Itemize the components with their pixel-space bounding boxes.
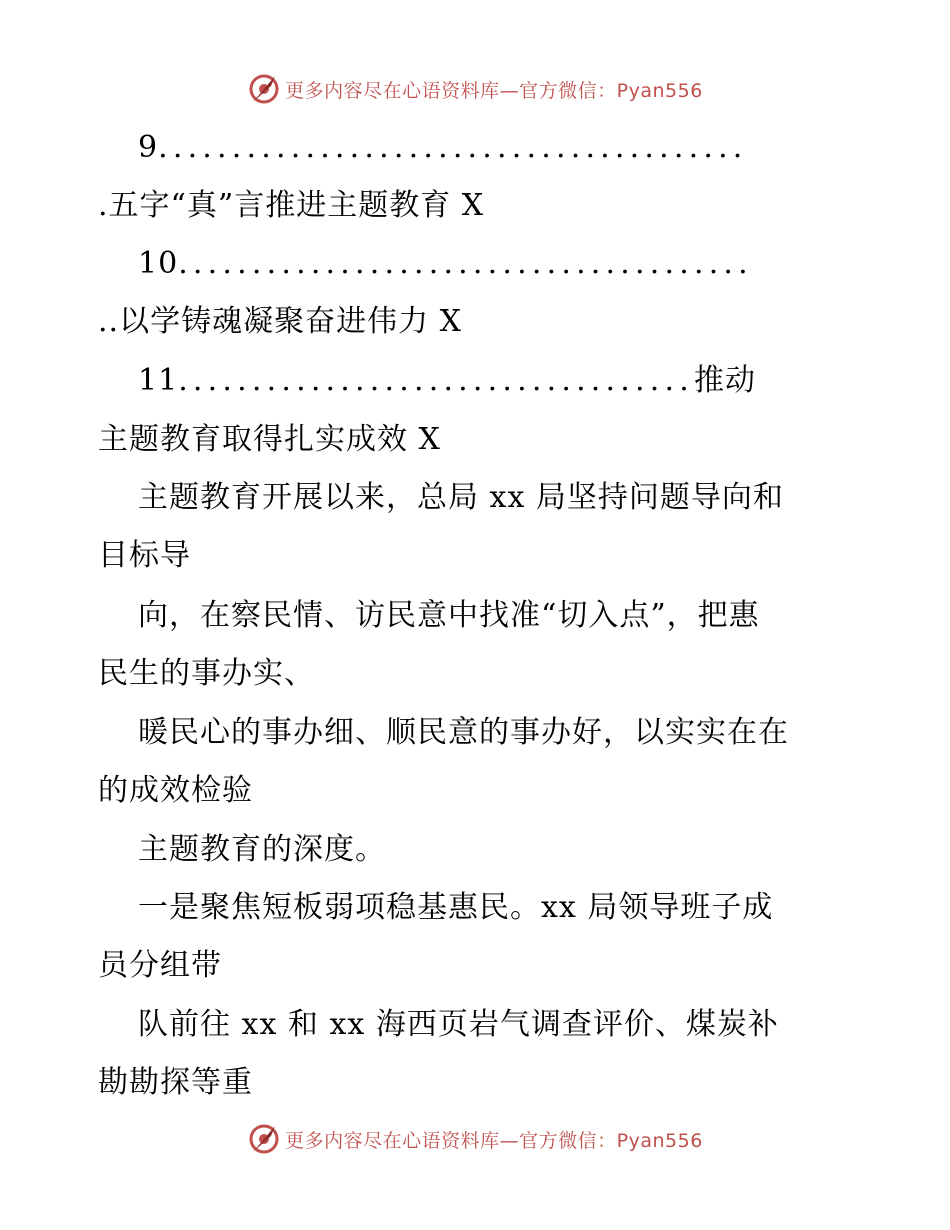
paragraph-line: 向，在察民情、访民意中找准“切入点”，把惠 <box>138 598 760 633</box>
banner-text: 更多内容尽在心语资料库—官方微信：Pyan556 <box>285 79 703 102</box>
paragraph-line: 民生的事办实、 <box>98 656 315 691</box>
quill-logo-icon <box>247 1122 281 1156</box>
paragraph-line: 员分组带 <box>98 948 222 983</box>
header-banner <box>0 72 950 106</box>
toc-entry-11-title: 主题教育取得扎实成效 X <box>98 422 441 457</box>
toc-entry-9-title: .五字“真”言推进主题教育 X <box>98 188 485 223</box>
toc-entry-9[interactable]: 9........................................ <box>138 130 748 165</box>
paragraph-line: 勘勘探等重 <box>98 1065 253 1100</box>
toc-entry-10[interactable]: 10....................................... <box>138 246 753 281</box>
paragraph-line: 主题教育开展以来，总局 xx 局坚持问题导向和 <box>138 480 784 515</box>
paragraph-line: 队前往 xx 和 xx 海西页岩气调查评价、煤炭补 <box>138 1007 779 1042</box>
paragraph-line: 暖民心的事办细、顺民意的事办好，以实实在在 <box>138 715 789 750</box>
paragraph-line: 一是聚焦短板弱项稳基惠民。xx 局领导班子成 <box>138 890 774 925</box>
toc-entry-10-title: ..以学铸魂凝聚奋进伟力 X <box>98 304 462 339</box>
footer-banner <box>0 1122 950 1156</box>
banner-text: 更多内容尽在心语资料库—官方微信：Pyan556 <box>285 1129 703 1152</box>
paragraph-line: 目标导 <box>98 538 191 573</box>
paragraph-line: 主题教育的深度。 <box>138 832 386 867</box>
quill-logo-icon <box>247 72 281 106</box>
toc-entry-11[interactable]: 11...................................推动 <box>138 363 756 398</box>
paragraph-line: 的成效检验 <box>98 773 253 808</box>
